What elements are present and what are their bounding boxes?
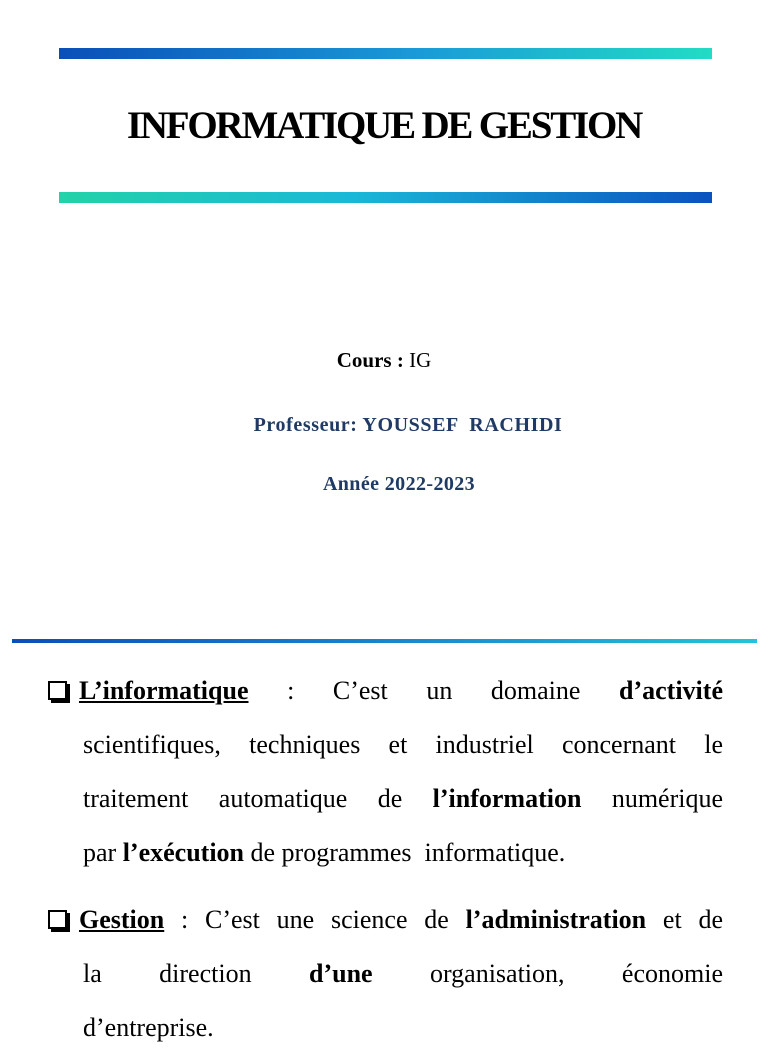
academic-year: Année 2022-2023: [322, 473, 476, 495]
checkbox-bullet-icon: [48, 910, 67, 929]
professor-label: Professeur:: [253, 414, 358, 436]
bullet-text: C’est un domaine: [332, 676, 620, 705]
bullet-informatique: [48, 664, 723, 880]
bullet-line: d’entreprise.: [83, 1013, 214, 1042]
top-gradient-bar: [59, 48, 712, 59]
page-title: INFORMATIQUE DE GESTION: [126, 104, 642, 147]
bullet-text: et de: [646, 905, 724, 934]
bullet-text-bold: l’administration: [465, 905, 647, 934]
bullet-text-bold: l’information: [432, 784, 582, 813]
professor-line: [0, 414, 768, 437]
bullet-line: [48, 664, 723, 718]
bullet-line: [48, 826, 723, 880]
bullet-line: [48, 772, 723, 826]
bullet-text: par: [83, 838, 123, 867]
bullet-text-bold: d’activité: [619, 676, 723, 705]
bullet-term: Gestion: [79, 905, 165, 934]
bullet-text: de programmes informatique.: [244, 838, 566, 867]
bullet-line: [48, 893, 723, 947]
bullet-text: C’est une science de: [205, 905, 466, 934]
bullet-line: scientifiques, techniques et industriel concernant le: [83, 730, 723, 759]
middle-gradient-bar: [59, 192, 712, 203]
bullet-line: [48, 947, 723, 1001]
section-divider: [12, 639, 757, 643]
checkbox-bullet-icon: [48, 681, 67, 700]
bullet-text: numérique: [581, 784, 724, 813]
bullet-text-bold: d’une: [308, 959, 373, 988]
professor-name: YOUSSEF RACHIDI: [362, 414, 563, 436]
course-label: Cours :: [336, 348, 404, 372]
course-line: [0, 348, 768, 373]
bullet-gestion: [48, 893, 723, 1055]
bullet-text: la direction: [83, 959, 309, 988]
bullet-separator: :: [164, 905, 206, 934]
course-value: IG: [409, 348, 432, 372]
bullet-separator: :: [248, 676, 333, 705]
bullet-text: traitement automatique de: [83, 784, 433, 813]
bullet-text: organisation, économie: [372, 959, 723, 988]
bullet-text-bold: l’exécution: [122, 838, 245, 867]
bullet-term: L’informatique: [79, 676, 249, 705]
